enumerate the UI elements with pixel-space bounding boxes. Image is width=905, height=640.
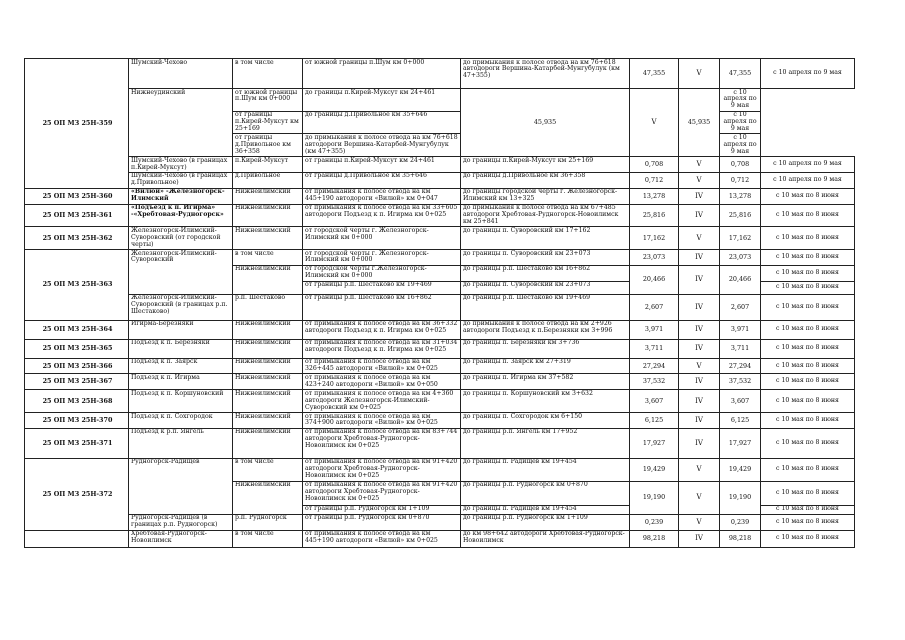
table-cell: Нижнеилимский <box>233 428 303 458</box>
table-cell: 19,190 <box>630 481 679 514</box>
table-cell: 25 ОП МЗ 25Н-365 <box>25 339 129 358</box>
table-cell: с 10 мая по 8 июня <box>761 294 855 320</box>
table-cell: с 10 мая по 8 июня <box>761 188 855 204</box>
table-cell: в том числе <box>233 530 303 547</box>
table-cell: до границы п. Коршуновский км 3+632 <box>461 390 630 413</box>
table-cell: 17,162 <box>630 227 679 250</box>
table-cell: Нижнеилимский <box>233 413 303 429</box>
table-body <box>25 59 855 548</box>
table-cell: 0,708 <box>630 157 679 173</box>
table-cell: Нижнеилимский <box>233 339 303 358</box>
table-cell: с 10 апреля по 9 мая <box>720 111 761 134</box>
table-cell: 0,712 <box>720 172 761 188</box>
table-cell: 25 ОП МЗ 25Н-367 <box>25 374 129 390</box>
table-cell: 47,355 <box>720 59 761 89</box>
table-cell: до границы п. Заярск км 27+319 <box>461 358 630 374</box>
table-cell: от примыкания к полосе отвода на км 33+605 автодороги Подъезд к п. Игирма км 0+025 <box>303 204 461 227</box>
table-cell: от примыкания к полосе отвода на км 91+420 автодороги Хребтовая-Рудногорск-Новоилимск км 0+025 <box>303 481 461 505</box>
table-row <box>25 390 855 413</box>
table-cell: с 10 мая по 8 июня <box>761 281 855 294</box>
table-cell: от границы р.п. Рудногорск км 1+109 <box>303 505 461 514</box>
table-cell: 13,278 <box>720 188 761 204</box>
table-cell: от примыкания к полосе отвода на км 91+420 автодороги Хребтовая-Рудногорск-Новоилимск км 0+025 <box>303 458 461 481</box>
table-cell: Нижнеилимский <box>233 265 303 294</box>
table-cell: Подъезд к п. Коршуновский <box>129 390 233 413</box>
table-cell: до границы р.п. Шестаково км 19+469 <box>461 294 630 320</box>
table-cell: 25 ОП МЗ 25Н-359 <box>25 59 129 189</box>
table-cell: Подъезд к р.п. Янгель <box>129 428 233 458</box>
table-cell: до границы п. Сохгородок км 6+150 <box>461 413 630 429</box>
table-cell: 17,162 <box>720 227 761 250</box>
table-cell: Шумский-Чехово (в границах д.Привольное) <box>129 172 233 188</box>
table-cell: до примыкания к полосе отвода на км 2+926 автодороги Подъезд к п.Березняки км 3+996 <box>461 320 630 339</box>
table-cell: д.Привольное <box>233 172 303 188</box>
table-row <box>25 59 855 89</box>
table-cell: Подъезд к п. Сохгородок <box>129 413 233 429</box>
table-cell: до границы д.Привольное км 36+358 <box>461 172 630 188</box>
table-row <box>25 530 855 547</box>
table-cell: IV <box>679 188 720 204</box>
table-cell: от примыкания к полосе отвода на км 445+190 автодороги «Вилюй» км 0+025 <box>303 530 461 547</box>
table-cell: 2,607 <box>630 294 679 320</box>
table-cell: от границы р.п. Шестаково км 19+469 <box>303 281 461 294</box>
table-row <box>25 294 855 320</box>
table-row <box>25 188 855 204</box>
table-cell: от городской черты г. Железногорск-Илимский км 0+000 <box>303 250 461 266</box>
table-cell: до границы городской черты г. Железногорск-Илимский км 13+325 <box>461 188 630 204</box>
table-cell: с 10 мая по 8 июня <box>761 339 855 358</box>
table-cell: «Вилюй» -Железногорск-Илимский <box>129 188 233 204</box>
table-cell: Игирма-Березняки <box>129 320 233 339</box>
table-cell: IV <box>679 250 720 266</box>
table-cell: Нижнеилимский <box>233 374 303 390</box>
table-cell: 20,466 <box>720 265 761 294</box>
table-cell: 6,125 <box>630 413 679 429</box>
table-cell: от примыкания к полосе отвода на км 36+332 автодороги Подъезд к п. Игирма км 0+025 <box>303 320 461 339</box>
table-cell: с 10 апреля по 9 мая <box>761 59 855 89</box>
table-row <box>25 428 855 458</box>
table-cell: 19,190 <box>720 481 761 514</box>
table-cell: до границы п.Кирей-Муксут км 25+169 <box>461 157 630 173</box>
table-cell: 25,816 <box>720 204 761 227</box>
table-cell: до границы п. Игирма км 37+582 <box>461 374 630 390</box>
table-cell: 25 ОП МЗ 25Н-360 <box>25 188 129 204</box>
table-cell: «Подъезд к п. Игирма» -«Хребтовая-Рудногорск» <box>129 204 233 227</box>
table-cell: 17,927 <box>720 428 761 458</box>
table-row <box>25 320 855 339</box>
table-cell: 25 ОП МЗ 25Н-361 <box>25 204 129 227</box>
table-cell: IV <box>679 204 720 227</box>
table-cell: до границы п. Радищев км 19+454 <box>461 505 630 514</box>
table-cell: до границы д.Привольное км 35+646 <box>303 111 461 134</box>
table-cell: 3,971 <box>720 320 761 339</box>
table-cell: с 10 мая по 8 июня <box>761 514 855 530</box>
table-cell: 98,218 <box>720 530 761 547</box>
table-cell: 3,711 <box>720 339 761 358</box>
table-cell: Железногорск-Илимский-Суворовский (от городской черты) <box>129 227 233 250</box>
table-cell: от южной границы п.Шум км 0+000 <box>303 59 461 89</box>
table-cell: 19,429 <box>630 458 679 481</box>
table-cell: 25 ОП МЗ 25Н-363 <box>25 250 129 321</box>
table-cell: V <box>679 227 720 250</box>
table-cell: 13,278 <box>630 188 679 204</box>
table-cell: 37,532 <box>630 374 679 390</box>
table-cell: до границы п.Кирей-Муксут км 24+461 <box>303 89 461 112</box>
table-cell: от границы д.Привольное км 35+646 <box>303 172 461 188</box>
table-cell: 25,816 <box>630 204 679 227</box>
table-cell: до границы п. Суворовский км 23+073 <box>461 250 630 266</box>
table-cell: 98,218 <box>630 530 679 547</box>
table-cell: 45,935 <box>461 89 630 157</box>
table-cell: с 10 мая по 8 июня <box>761 227 855 250</box>
table-cell: р.п. Шестаково <box>233 294 303 320</box>
table-cell: Нижнеилимский <box>233 320 303 339</box>
table-cell: Нижнеудинский <box>129 89 233 157</box>
table-cell: от границы д.Привольное км 36+358 <box>233 134 303 157</box>
table-cell: Нижнеилимский <box>233 188 303 204</box>
table-cell: 23,073 <box>630 250 679 266</box>
table-cell: до границы р.п. Янгель км 17+952 <box>461 428 630 458</box>
table-cell: Железногорск-Илимский-Суворовский <box>129 250 233 295</box>
table-cell: до границы р.п. Рудногорск км 1+109 <box>461 514 630 530</box>
table-cell: с 10 мая по 8 июня <box>761 390 855 413</box>
table-cell: с 10 мая по 8 июня <box>761 413 855 429</box>
table-cell: 3,971 <box>630 320 679 339</box>
table-row <box>25 204 855 227</box>
table-cell: Шумский-Чехово <box>129 59 233 89</box>
table-cell: с 10 мая по 8 июня <box>761 530 855 547</box>
document-page <box>24 58 854 548</box>
table-cell: V <box>679 514 720 530</box>
table-cell: IV <box>679 294 720 320</box>
table-row <box>25 172 855 188</box>
table-cell: Нижнеилимский <box>233 358 303 374</box>
table-cell: Хребтовая-Рудногорск-Новоилимск <box>129 530 233 547</box>
table-row <box>25 227 855 250</box>
table-cell: IV <box>679 530 720 547</box>
table-cell: 25 ОП МЗ 25Н-372 <box>25 458 129 530</box>
table-cell: до границы р.п. Рудногорск км 0+870 <box>461 481 630 505</box>
road-restrictions-table <box>24 58 855 548</box>
table-cell: 25 ОП МЗ 25Н-364 <box>25 320 129 339</box>
table-cell: 45,935 <box>679 89 720 157</box>
table-cell: 0,239 <box>630 514 679 530</box>
table-cell: 25 ОП МЗ 25Н-368 <box>25 390 129 413</box>
table-cell <box>25 530 129 547</box>
table-cell: от примыкания к полосе отвода на км 4+360 автодороги Железногорск-Илимский-Суворовский км 0+025 <box>303 390 461 413</box>
table-cell: с 10 апреля по 9 мая <box>761 157 855 173</box>
table-cell: IV <box>679 374 720 390</box>
table-cell: до границы п. Березняки км 3+736 <box>461 339 630 358</box>
table-cell: 23,073 <box>720 250 761 266</box>
table-cell: Нижнеилимский <box>233 227 303 250</box>
table-cell: с 10 мая по 8 июня <box>761 265 855 281</box>
table-cell: до границы р.п. Шестаково км 16+862 <box>461 265 630 281</box>
table-cell: до примыкания к полосе отвода на км 76+618 автодороги Вершина-Катарбей-Мунгубулук (км 47+355) <box>303 134 461 157</box>
table-cell: IV <box>679 320 720 339</box>
table-cell: 47,355 <box>630 59 679 89</box>
table-cell: в том числе <box>233 59 303 89</box>
table-cell: 6,125 <box>720 413 761 429</box>
table-cell: от примыкания к полосе отвода на км 423+240 автодороги «Вилюй» км 0+050 <box>303 374 461 390</box>
table-cell: 27,294 <box>720 358 761 374</box>
table-cell: 0,712 <box>630 172 679 188</box>
table-cell: 0,239 <box>720 514 761 530</box>
table-cell: от границы п.Кирей-Муксут км 24+461 <box>303 157 461 173</box>
table-cell: с 10 мая по 8 июня <box>761 320 855 339</box>
table-cell: с 10 мая по 8 июня <box>761 204 855 227</box>
table-cell: Нижнеилимский <box>233 481 303 514</box>
table-cell: в том числе <box>233 458 303 481</box>
table-cell: V <box>630 89 679 157</box>
table-cell: с 10 мая по 8 июня <box>761 458 855 481</box>
table-cell: V <box>679 358 720 374</box>
table-cell: р.п. Рудногорск <box>233 514 303 530</box>
table-cell: IV <box>679 339 720 358</box>
table-cell: Железногорск-Илимский-Суворовский (в границах р.п. Шестаково) <box>129 294 233 320</box>
table-cell: до границы п. Суворовский км 17+162 <box>461 227 630 250</box>
table-cell: V <box>679 157 720 173</box>
table-cell: в том числе <box>233 250 303 266</box>
table-cell: от примыкания к полосе отвода на км 31+034 автодороги Подъезд к п. Игирма км 0+025 <box>303 339 461 358</box>
table-cell: 2,607 <box>720 294 761 320</box>
table-row <box>25 374 855 390</box>
table-cell: п.Кирей-Муксут <box>233 157 303 173</box>
table-cell: 25 ОП МЗ 25Н-366 <box>25 358 129 374</box>
table-cell: 25 ОП МЗ 25Н-371 <box>25 428 129 458</box>
table-cell: V <box>679 458 720 481</box>
table-row <box>25 458 855 481</box>
table-cell: Подъезд к п. Игирма <box>129 374 233 390</box>
table-row <box>25 157 855 173</box>
table-cell: с 10 мая по 8 июня <box>761 505 855 514</box>
table-cell: с 10 мая по 8 июня <box>761 428 855 458</box>
table-cell: Подъезд к п. Заярск <box>129 358 233 374</box>
table-cell: с 10 мая по 8 июня <box>761 250 855 266</box>
table-cell: 20,466 <box>630 265 679 294</box>
table-cell: 3,607 <box>720 390 761 413</box>
table-cell: от границы п.Кирей-Муксут км 25+169 <box>233 111 303 134</box>
table-cell: от городской черты г. Железногорск-Илимский км 0+000 <box>303 227 461 250</box>
table-cell: V <box>679 172 720 188</box>
table-cell: Рудногорск-Радищев (в границах р.п. Рудногорск) <box>129 514 233 530</box>
table-cell: до примыкания к полосе отвода на км 76+618 автодороги Вершина-Катарбей-Мунгубулук (км 47+355) <box>461 59 630 89</box>
table-cell: V <box>679 59 720 89</box>
table-cell: от примыкания к полосе отвода на км 374+900 автодороги «Вилюй» км 0+025 <box>303 413 461 429</box>
table-cell: до границы п. Суворовский км 23+073 <box>461 281 630 294</box>
table-row <box>25 250 855 266</box>
table-cell: IV <box>679 428 720 458</box>
table-cell: Нижнеилимский <box>233 390 303 413</box>
table-cell: 37,532 <box>720 374 761 390</box>
table-cell: с 10 апреля по 9 мая <box>761 172 855 188</box>
table-cell: IV <box>679 390 720 413</box>
table-cell: с 10 мая по 8 июня <box>761 481 855 505</box>
table-row <box>25 89 855 112</box>
table-row <box>25 339 855 358</box>
table-cell: от примыкания к полосе отвода на км 83+744 автодороги Хребтовая-Рудногорск-Новоилимск км 0+025 <box>303 428 461 458</box>
table-cell: 3,711 <box>630 339 679 358</box>
table-cell: от границы р.п. Рудногорск км 0+870 <box>303 514 461 530</box>
table-cell: 3,607 <box>630 390 679 413</box>
table-cell: Подъезд к п. Березняки <box>129 339 233 358</box>
table-cell: 25 ОП МЗ 25Н-370 <box>25 413 129 429</box>
table-row <box>25 358 855 374</box>
table-cell: до км 98+642 автодороги Хребтовая-Рудногорск-Новоилимск <box>461 530 630 547</box>
table-cell: с 10 мая по 8 июня <box>761 358 855 374</box>
table-cell: Рудногорск-Радищев <box>129 458 233 514</box>
table-cell: 17,927 <box>630 428 679 458</box>
table-cell: с 10 апреля по 9 мая <box>720 89 761 112</box>
table-cell: с 10 мая по 8 июня <box>761 374 855 390</box>
table-cell: от южной границы п.Шум км 0+000 <box>233 89 303 112</box>
table-cell: IV <box>679 413 720 429</box>
table-cell: от городской черты г.Железногорск-Илимский км 0+000 <box>303 265 461 281</box>
table-cell: V <box>679 481 720 514</box>
table-cell: 27,294 <box>630 358 679 374</box>
table-cell: 25 ОП МЗ 25Н-362 <box>25 227 129 250</box>
table-cell: 19,429 <box>720 458 761 481</box>
table-cell: Шумский-Чехово (в границах п.Кирей-Муксут) <box>129 157 233 173</box>
table-cell: до примыкания к полосе отвода на км 67+485 автодороги Хребтовая-Рудногорск-Новоилимск км 25+841 <box>461 204 630 227</box>
table-cell: до границы п. Радищев км 19+454 <box>461 458 630 481</box>
table-cell: от примыкания к полосе отвода на км 445+190 автодороги «Вилюй» км 0+047 <box>303 188 461 204</box>
table-cell: с 10 апреля по 9 мая <box>720 134 761 157</box>
table-cell: Нижнеилимский <box>233 204 303 227</box>
table-cell: 0,708 <box>720 157 761 173</box>
table-row <box>25 413 855 429</box>
table-cell: IV <box>679 265 720 294</box>
table-cell: от примыкания к полосе отвода на км 326+445 автодороги «Вилюй» км 0+025 <box>303 358 461 374</box>
table-cell: от границы р.п. Шестаково км 16+862 <box>303 294 461 320</box>
table-row <box>25 514 855 530</box>
